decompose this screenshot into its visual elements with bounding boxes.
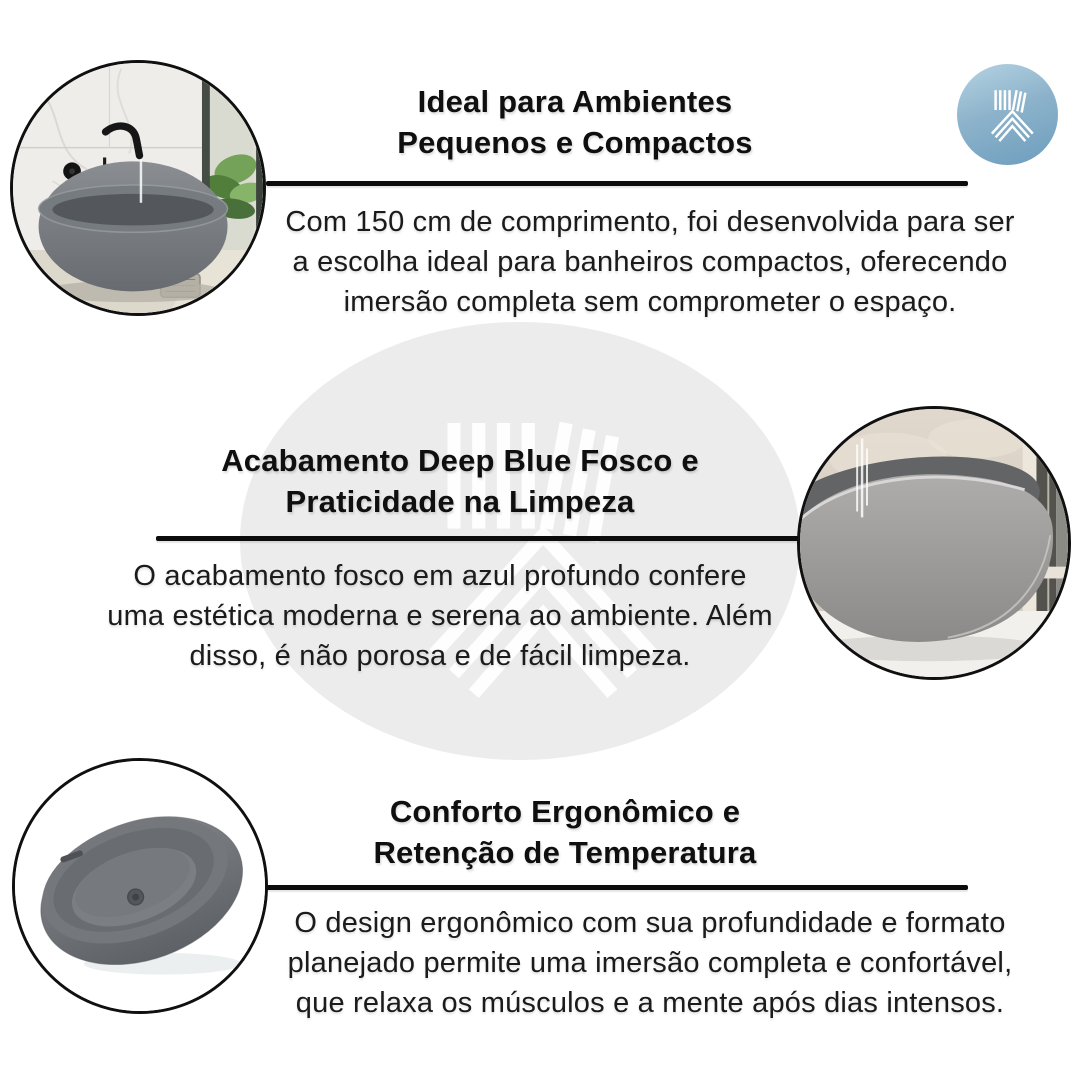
section-body xyxy=(255,202,1045,322)
body-line: O design ergonômico com sua profundidade e formato xyxy=(294,907,1006,939)
photo-bathtub-product xyxy=(12,758,268,1014)
body-line: a escolha ideal para banheiros compactos, oferecendo xyxy=(292,246,1008,278)
heading-line: Ideal para Ambientes xyxy=(417,84,733,119)
brand-watermark xyxy=(240,322,800,760)
bathtub-bathroom-illustration xyxy=(13,63,263,313)
body-line: Com 150 cm de comprimento, foi desenvolvida para ser xyxy=(285,206,1015,238)
body-line: O acabamento fosco em azul profundo confere xyxy=(133,560,747,592)
bathtub-closeup-illustration xyxy=(800,409,1068,677)
heading-line: Acabamento Deep Blue Fosco e xyxy=(221,443,699,478)
bathtub xyxy=(39,161,228,291)
heading-line: Retenção de Temperatura xyxy=(373,835,757,870)
section-heading xyxy=(170,791,960,873)
bathtub xyxy=(800,445,1053,642)
heading-line: Praticidade na Limpeza xyxy=(285,484,635,519)
heading-line: Conforto Ergonômico e xyxy=(389,794,741,829)
photo-bathtub-bathroom xyxy=(10,60,266,316)
divider-line xyxy=(156,536,818,541)
body-line: planejado permite uma imersão completa e confortável, xyxy=(287,947,1013,979)
bathtub-product-illustration xyxy=(15,761,265,1011)
section-heading xyxy=(180,81,970,163)
section-heading xyxy=(75,440,845,522)
body-line: uma estética moderna e serena ao ambiente. Além xyxy=(107,600,773,632)
body-line: que relaxa os músculos e a mente após dias intensos. xyxy=(295,987,1005,1019)
section-body xyxy=(50,556,830,676)
divider-line xyxy=(254,885,968,890)
photo-bathtub-closeup xyxy=(797,406,1071,680)
body-line: disso, é não porosa e de fácil limpeza. xyxy=(189,640,691,672)
brand-logo xyxy=(957,64,1058,165)
section-body xyxy=(250,903,1050,1023)
body-line: imersão completa sem comprometer o espaço. xyxy=(343,286,957,318)
brand-monogram-icon xyxy=(977,84,1039,146)
divider-line xyxy=(266,181,968,186)
heading-line: Pequenos e Compactos xyxy=(397,125,753,160)
